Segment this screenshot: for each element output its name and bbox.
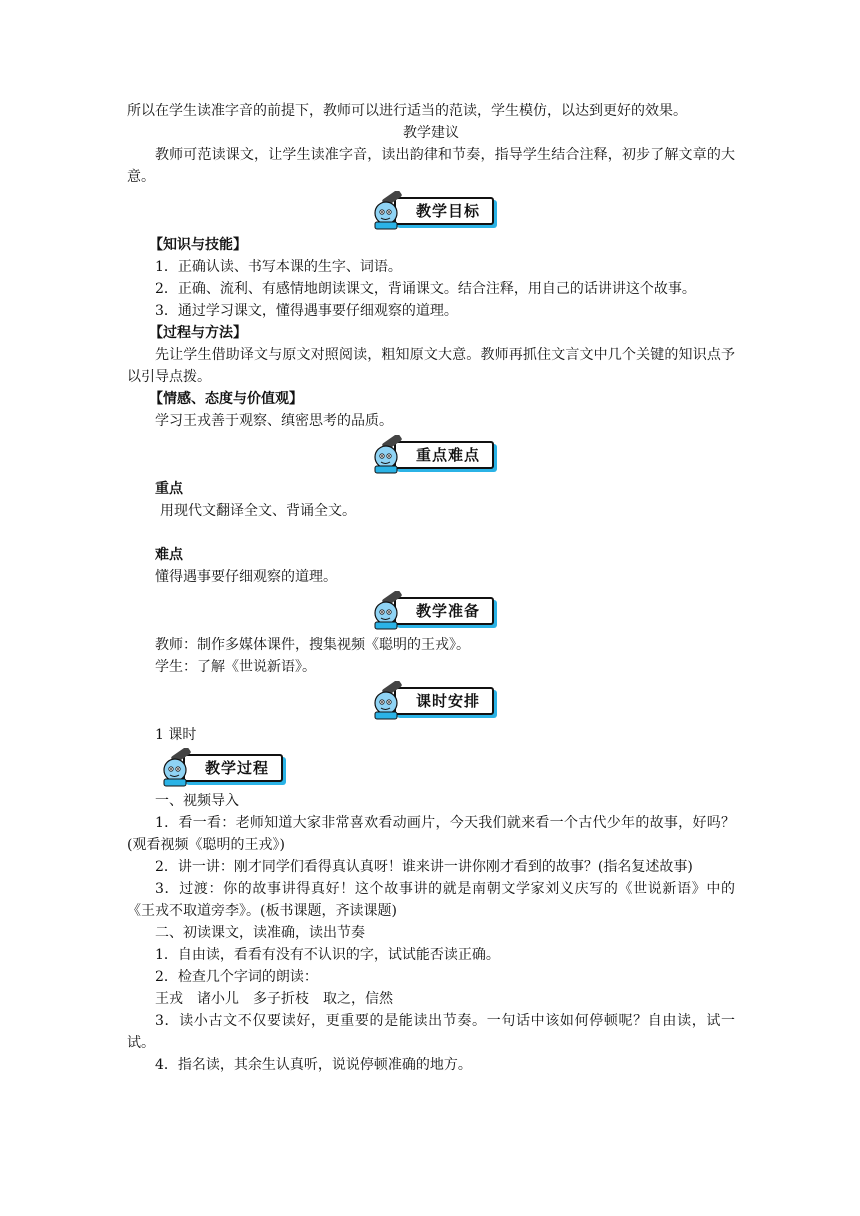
- prep-teacher: 教师：制作多媒体课件，搜集视频《聪明的王戎》。: [155, 637, 470, 653]
- section-2-item-1: 1．自由读，看看有没有不认识的字，试试能否读正确。: [155, 947, 500, 963]
- mascot-icon: [157, 748, 197, 788]
- key-point-text: 用现代文翻译全文、背诵全文。: [160, 503, 356, 519]
- intro-continuation: 所以在学生读准字音的前提下，教师可以进行适当的范读，学生模仿，以达到更好的效果。: [127, 103, 687, 119]
- suggestion-heading: 教学建议: [403, 125, 459, 141]
- section-1-title: 一、视频导入: [155, 793, 239, 809]
- process-methods-text: 先让学生借助译文与原文对照阅读，粗知原文大意。教师再抓住文言文中几个关键的知识点予以引导点拨。: [127, 347, 735, 385]
- section-1-item-2: 2．讲一讲：刚才同学们看得真认真呀！谁来讲一讲你刚才看到的故事？(指名复述故事): [155, 859, 693, 875]
- goals-banner: [127, 188, 735, 234]
- emotion-values-text: 学习王戎善于观察、缜密思考的品质。: [155, 413, 393, 429]
- section-2-item-3: 3．读小古文不仅要读好，更重要的是能读出节奏。一句话中该如何停顿呢？自由读，试一试。: [127, 1013, 735, 1051]
- prep-student: 学生：了解《世说新语》。: [155, 659, 316, 675]
- knowledge-item-1: 1．正确认读、书写本课的生字、词语。: [155, 259, 402, 275]
- schedule-banner-label: 课时安排: [394, 687, 494, 715]
- process-banner: [127, 746, 735, 790]
- mascot-icon: [368, 681, 408, 721]
- schedule-text: 1 课时: [155, 727, 197, 743]
- knowledge-item-2: 2．正确、流利、有感情地朗读课文，背诵课文。结合注释，用自己的话讲讲这个故事。: [155, 281, 696, 297]
- section-2-words: 王戎 诸小儿 多子折枝 取之，信然: [155, 991, 393, 1007]
- difficult-point-text: 懂得遇事要仔细观察的道理。: [155, 569, 337, 585]
- mascot-icon: [368, 591, 408, 631]
- document-page: [127, 100, 735, 1076]
- key-point-title: 重点: [155, 481, 183, 497]
- prep-banner-label: 教学准备: [394, 597, 494, 625]
- prep-banner: [127, 588, 735, 634]
- mascot-icon: [368, 191, 408, 231]
- knowledge-skills-title: 【知识与技能】: [149, 237, 247, 253]
- process-methods-title: 【过程与方法】: [149, 325, 247, 341]
- keypoints-banner: [127, 432, 735, 478]
- section-2-title: 二、初读课文，读准确，读出节奏: [155, 925, 365, 941]
- process-banner-label: 教学过程: [183, 754, 283, 782]
- schedule-banner: [127, 678, 735, 724]
- goals-banner-label: 教学目标: [394, 197, 494, 225]
- keypoints-banner-label: 重点难点: [394, 441, 494, 469]
- section-2-item-4: 4．指名读，其余生认真听，说说停顿准确的地方。: [155, 1057, 472, 1073]
- section-1-item-3: 3．过渡：你的故事讲得真好！这个故事讲的就是南朝文学家刘义庆写的《世说新语》中的《王戎不取道旁李》。(板书课题，齐读课题): [127, 881, 735, 919]
- section-1-item-1: 1．看一看：老师知道大家非常喜欢看动画片，今天我们就来看一个古代少年的故事，好吗？(观看视频《聪明的王戎》): [127, 815, 735, 853]
- mascot-icon: [368, 435, 408, 475]
- knowledge-item-3: 3．通过学习课文，懂得遇事要仔细观察的道理。: [155, 303, 458, 319]
- suggestion-text: 教师可范读课文，让学生读准字音，读出韵律和节奏，指导学生结合注释，初步了解文章的大意。: [127, 147, 735, 185]
- difficult-point-title: 难点: [155, 547, 183, 563]
- section-2-item-2: 2．检查几个字词的朗读：: [155, 969, 318, 985]
- emotion-values-title: 【情感、态度与价值观】: [149, 391, 303, 407]
